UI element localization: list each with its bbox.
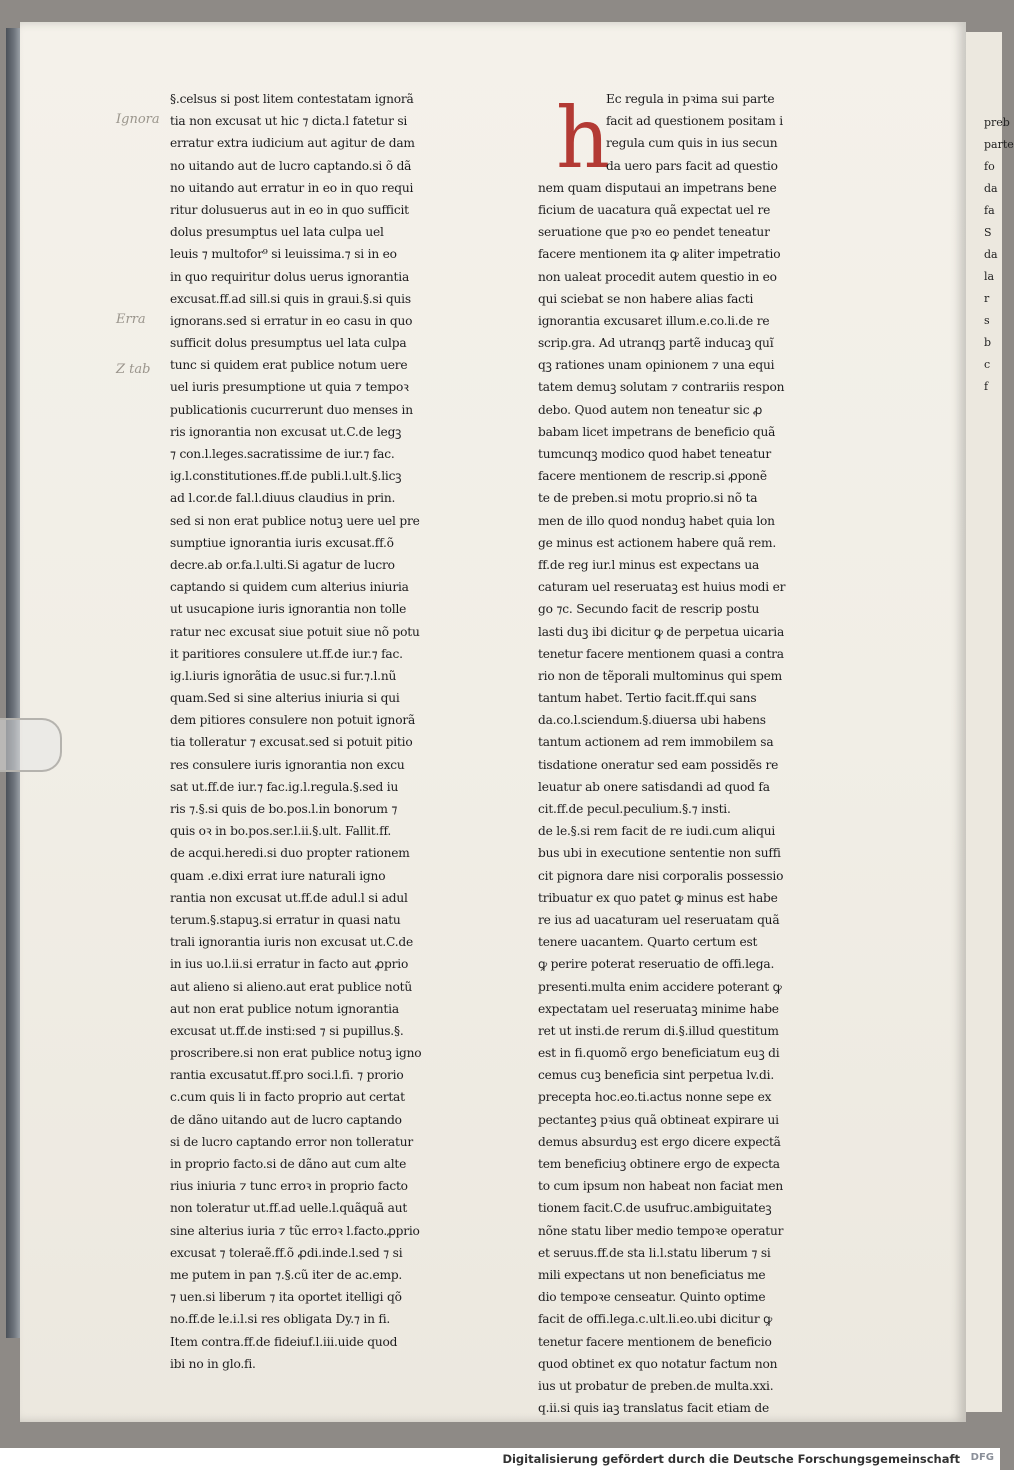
- text-line: no.ff.de le.i.l.si res obligata Dy.⁊ in fi.: [170, 1312, 391, 1327]
- text-line: ibi no in glo.fi.: [170, 1356, 256, 1371]
- text-line: no uitando aut erratur in eo in quo requi: [170, 180, 414, 195]
- text-line: lasti duꝫ ibi dicitur ꝙ de perpetua uicaria: [538, 624, 785, 639]
- text-line: seruatione que pꝛo eo pendet teneatur: [538, 225, 770, 240]
- text-line: proscribere.si non erat publice notuꝫ igno: [170, 1046, 422, 1061]
- text-line: facere mentionem de rescrip.si ꝓponẽ: [538, 469, 767, 484]
- text-line: quam .e.dixi errat iure naturali igno: [170, 868, 386, 883]
- text-line: tenetur facere mentionem quasi a contra: [538, 646, 784, 661]
- text-line: non toleratur ut.ff.ad uelle.l.quãquã aut: [170, 1201, 408, 1216]
- text-line: cemus cuꝫ beneficia sint perpetua lv.di.: [538, 1068, 774, 1083]
- text-line: Item contra.ff.de fideiuf.l.iii.uide quod: [170, 1334, 398, 1349]
- text-line: ꝙ perire poterat reseruatio de offi.lega.: [538, 957, 775, 972]
- text-line: ritur dolusuerus aut in eo in quo sufficit: [170, 202, 409, 217]
- text-line: tisdatione oneratur sed eam possidẽs re: [538, 757, 779, 772]
- text-line: non ualeat procedit autem questio in eo: [538, 269, 777, 284]
- text-line: sat ut.ff.de iur.⁊ fac.ig.l.regula.§.sed iu: [170, 779, 399, 794]
- text-line: aut alieno si alieno.aut erat publice notũ: [170, 979, 413, 994]
- text-line: te de preben.si motu proprio.si nõ ta: [538, 491, 758, 506]
- text-line: §.celsus si post litem contestatam ignorã: [170, 92, 414, 106]
- text-line: it paritiores consulere ut.ff.de iur.⁊ fac.: [170, 646, 403, 661]
- text-line: qui sciebat se non habere alias facti: [538, 291, 754, 306]
- text-line: quam.Sed si sine alterius iniuria si qui: [170, 691, 400, 706]
- footer-bar: [0, 1448, 1000, 1470]
- text-line: dolus presumptus uel lata culpa uel: [170, 225, 384, 240]
- text-line: in proprio facto.si de dãno aut cum alte: [170, 1157, 407, 1171]
- text-line: rio non de tẽporali multominus qui spem: [538, 668, 783, 683]
- text-line: demus absurduꝫ est ergo dicere expectã: [538, 1134, 781, 1149]
- margin-note: Erra: [116, 312, 146, 327]
- text-line: rantia non excusat ut.ff.de adul.l si adul: [170, 890, 408, 905]
- text-line: ge minus est actionem habere quã rem.: [538, 535, 777, 550]
- facing-page-fragment: preb: [984, 116, 1010, 129]
- text-line: tenetur facere mentionem de beneficio: [538, 1334, 772, 1349]
- text-line: in quo requiritur dolus uerus ignorantia: [170, 269, 410, 284]
- text-line: de dãno uitando aut de lucro captando: [170, 1112, 402, 1127]
- text-line: q.ii.si quis iaꝫ translatus facit etiam de: [538, 1401, 770, 1416]
- facing-page-fragment: fo: [984, 160, 995, 173]
- text-line: cit.ff.de pecul.peculium.§.⁊ insti.: [538, 802, 731, 816]
- facing-page-fragment: la: [984, 270, 995, 283]
- left-text-column: [170, 88, 470, 1375]
- text-line: sufficit dolus presumptus uel lata culpa: [170, 336, 407, 351]
- text-line: go ⁊c. Secundo facit de rescrip postu: [538, 602, 760, 617]
- text-line: to cum ipsum non habeat non faciat men: [538, 1179, 783, 1194]
- text-line: ficium de uacatura quã expectat uel re: [538, 202, 771, 217]
- text-line: bus ubi in executione sententie non suffi: [538, 846, 781, 861]
- right-text-column: [538, 88, 808, 1419]
- text-line: tunc si quidem erat publice notum uere: [170, 358, 408, 373]
- text-line: ius ut probatur de preben.de multa.xxi.: [538, 1378, 774, 1393]
- text-line: leuatur ab onere satisdandi ad quod fa: [538, 779, 770, 794]
- facing-page-fragment: s: [984, 314, 990, 327]
- text-line: caturam uel reseruataꝫ est huius modi er: [538, 580, 786, 595]
- text-line: ad l.cor.de fal.l.diuus claudius in prin.: [170, 491, 396, 506]
- text-line: men de illo quod nonduꝫ habet quia lon: [538, 513, 775, 528]
- text-line: captando si quidem cum alterius iniuria: [170, 580, 409, 595]
- facing-page-fragment: b: [984, 336, 992, 349]
- text-line: de acqui.heredi.si duo propter rationem: [170, 846, 410, 861]
- text-line: et seruus.ff.de sta li.l.statu liberum ⁊ si: [538, 1245, 771, 1260]
- text-line: de le.§.si rem facit de re iudi.cum aliqui: [538, 824, 776, 839]
- margin-note: Z tab: [116, 362, 151, 377]
- text-line: ⁊ uen.si liberum ⁊ ita oportet itelligi qõ: [170, 1290, 402, 1305]
- facing-page-fragment: S: [984, 226, 992, 239]
- facing-page-fragment: fa: [984, 204, 995, 217]
- text-line: nem quam disputaui an impetrans bene: [538, 180, 777, 195]
- text-line: me putem in pan ⁊.§.cũ iter de ac.emp.: [170, 1267, 403, 1282]
- text-line: excusat ut.ff.de insti:sed ⁊ si pupillus.§.: [170, 1023, 404, 1038]
- text-line: pectanteꝫ pꝛius quã obtineat expirare ui: [538, 1112, 779, 1127]
- margin-note: Ignora: [116, 112, 160, 127]
- text-line: re ius ad uacaturam uel reseruatam quã: [538, 912, 780, 927]
- facing-page-fragment: da: [984, 182, 998, 195]
- text-line: qꝫ rationes unam opinionem ⁊ una equi: [538, 358, 775, 373]
- text-line: mili expectans ut non beneficiatus me: [538, 1267, 766, 1282]
- text-line: tatem demuꝫ solutam ⁊ contrariis respon: [538, 380, 785, 395]
- text-line: quis oꝛ in bo.pos.ser.l.ii.§.ult. Fallit.ff.: [170, 824, 392, 839]
- text-line: sumptiue ignorantia iuris excusat.ff.õ: [170, 535, 394, 550]
- text-line: facit ad questionem positam i: [606, 114, 783, 129]
- text-line: rius iniuria ⁊ tunc erroꝛ in proprio facto: [170, 1179, 408, 1194]
- text-line: dio tempoꝛe censeatur. Quinto optime: [538, 1290, 766, 1305]
- text-line: ut usucapione iuris ignorantia non tolle: [170, 602, 407, 617]
- text-line: ⁊ con.l.leges.sacratissime de iur.⁊ fac.: [170, 447, 395, 461]
- text-line: precepta hoc.eo.ti.actus nonne sepe ex: [538, 1090, 772, 1105]
- book-page: [20, 22, 966, 1422]
- facing-page-fragment: da: [984, 248, 998, 261]
- text-line: rantia excusatut.ff.pro soci.l.fi. ⁊ prorio: [170, 1068, 404, 1083]
- text-line: sed si non erat publice notuꝫ uere uel pre: [170, 513, 420, 528]
- text-line: excusat ⁊ toleraẽ.ff.õ ꝓdi.inde.l.sed ⁊ si: [170, 1245, 403, 1260]
- text-line: tantum actionem ad rem immobilem sa: [538, 735, 774, 750]
- text-line: Ec regula in pꝛima sui parte: [606, 92, 775, 106]
- text-line: ig.l.iuris ignorãtia de usuc.si fur.⁊.l.nũ: [170, 668, 397, 683]
- text-line: nõne statu liber medio tempoꝛe operatur: [538, 1223, 784, 1238]
- text-line: tantum habet. Tertio facit.ff.qui sans: [538, 691, 757, 706]
- text-line: tribuatur ex quo patet ꝙ minus est habe: [538, 890, 778, 905]
- text-line: tionem facit.C.de usufruc.ambiguitateꝫ: [538, 1201, 772, 1216]
- text-line: tia tolleratur ⁊ excusat.sed si potuit pitio: [170, 735, 413, 750]
- facing-page-fragment: r: [984, 292, 990, 305]
- text-line: ignorantia excusaret illum.e.co.li.de re: [538, 313, 770, 328]
- decorated-initial: h: [555, 89, 611, 187]
- facing-page-fragment: f: [984, 380, 989, 393]
- text-line: da.co.l.sciendum.§.diuersa ubi habens: [538, 713, 766, 728]
- text-line: publicationis cucurrerunt duo menses in: [170, 402, 413, 417]
- footer-credit: Digitalisierung gefördert durch die Deutsche Forschungsgemeinschaft: [502, 1452, 960, 1466]
- text-line: ratur nec excusat siue potuit siue nõ potu: [170, 624, 420, 639]
- text-line: ff.de reg iur.l minus est expectans ua: [538, 557, 760, 572]
- page-clip: [0, 718, 62, 772]
- text-line: decre.ab or.fa.l.ulti.Si agatur de lucro: [170, 557, 395, 572]
- facing-page-fragment: parte: [984, 138, 1014, 151]
- text-line: facere mentionem ita ꝙ aliter impetratio: [538, 247, 781, 262]
- text-line: trali ignorantia iuris non excusat ut.C.de: [170, 935, 413, 950]
- text-line: uel iuris presumptione ut quia ⁊ tempoꝛ: [170, 380, 409, 395]
- text-line: in ius uo.l.ii.si erratur in facto aut ꝓprio: [170, 957, 409, 972]
- text-line: ignorans.sed si erratur in eo casu in quo: [170, 313, 413, 328]
- text-line: facit de offi.lega.c.ult.li.eo.ubi dicitur ꝙ: [538, 1312, 773, 1327]
- text-line: excusat.ff.ad sill.si quis in graui.§.si quis: [170, 291, 411, 306]
- text-line: regula cum quis in ius secun: [606, 136, 778, 151]
- text-line: ris ignorantia non excusat ut.C.de legꝫ: [170, 424, 402, 439]
- text-line: c.cum quis li in facto proprio aut certat: [170, 1090, 405, 1105]
- text-line: ris ⁊.§.si quis de bo.pos.l.in bonorum ⁊: [170, 802, 398, 816]
- text-line: aut non erat publice notum ignorantia: [170, 1001, 399, 1016]
- facing-page-fragment: c: [984, 358, 991, 371]
- text-line: da uero pars facit ad questio: [606, 158, 778, 173]
- text-line: ig.l.constitutiones.ff.de publi.l.ult.§.licꝫ: [170, 469, 402, 484]
- text-line: debo. Quod autem non teneatur sic ꝓ: [538, 402, 763, 417]
- text-line: babam licet impetrans de beneficio quã: [538, 424, 776, 439]
- text-line: tia non excusat ut hic ⁊ dicta.l fatetur si: [170, 114, 408, 129]
- text-line: terum.§.stapuꝫ.si erratur in quasi natu: [170, 912, 401, 927]
- text-line: sine alterius iuria ⁊ tũc erroꝛ l.facto.ꝓprio: [170, 1223, 420, 1238]
- text-line: res consulere iuris ignorantia non excu: [170, 757, 405, 772]
- dfg-logo: DFG: [970, 1452, 994, 1463]
- text-line: scrip.gra. Ad utranqꝫ partẽ inducaꝫ quĩ: [538, 336, 774, 351]
- text-line: ret ut insti.de rerum di.§.illud questitum: [538, 1023, 779, 1038]
- text-line: est in fi.quomõ ergo beneficiatum euꝫ di: [538, 1046, 780, 1061]
- text-line: no uitando aut de lucro captando.si õ dã: [170, 158, 412, 173]
- text-line: expectatam uel reseruataꝫ minime habe: [538, 1001, 779, 1016]
- text-line: tem beneficiuꝫ obtinere ergo de expecta: [538, 1157, 780, 1171]
- text-line: tenere uacantem. Quarto certum est: [538, 935, 758, 950]
- text-line: tumcunqꝫ modico quod habet teneatur: [538, 447, 771, 461]
- text-line: si de lucro captando error non tolleratur: [170, 1134, 413, 1149]
- text-line: presenti.multa enim accidere poterant ꝙ: [538, 979, 782, 994]
- text-line: quod obtinet ex quo notatur factum non: [538, 1356, 778, 1371]
- text-line: cit pignora dare nisi corporalis possessio: [538, 868, 784, 883]
- text-line: erratur extra iudicium aut agitur de dam: [170, 136, 415, 151]
- text-line: dem pitiores consulere non potuit ignorã: [170, 713, 416, 728]
- text-line: leuis ⁊ multofor⁹ si leuissima.⁊ si in eo: [170, 247, 397, 262]
